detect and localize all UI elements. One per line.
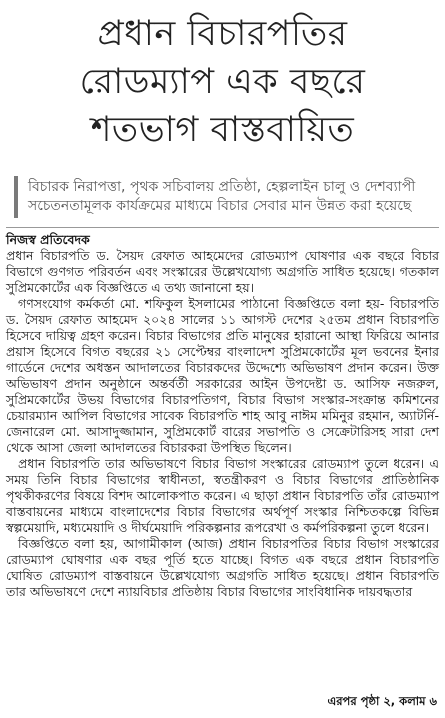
article-body	[6, 248, 439, 600]
continuation-note: এরপর পৃষ্ঠা ২, কলাম ৬	[323, 693, 437, 712]
paragraph-3: প্রধান বিচারপতি তার অভিভাষণে বিচার বিভাগ সংস্কারের রোডম্যাপ তুলে ধরেন। এ সময় তিনি বিচার বিভাগের স্বাধীনতা, স্বতন্ত্রীকরণ ও বিচার বিভাগের প্রাতিষ্ঠানিক পৃথকীকরণের বিষয়ে বিশদ আলোকপাত করেন। এ ছাড়া প্রধান বিচারপতি তাঁর রোডম্যাপ বাস্তবায়নের মাধ্যমে বাংলাদেশের বিচার বিভাগের অর্থপূর্ণ সংস্কার নিশ্চিতকল্পে বিভিন্ন স্বল্পমেয়াদি, মধ্যমেয়াদি ও দীর্ঘমেয়াদি পরিকল্পনার রূপরেখা ও কর্মপরিকল্পনা তুলে ধরেন।	[6, 456, 439, 535]
byline: নিজস্ব প্রতিবেদক	[6, 232, 90, 247]
paragraph-4: বিজ্ঞপ্তিতে বলা হয়, আগামীকাল (আজ) প্রধান বিচারপতির বিচার বিভাগ সংস্কারের রোডম্যাপ ঘোষণার এক বছর পূর্তি হতে যাচ্ছে। বিগত এক বছরে প্রধান বিচারপতি ঘোষিত রোডম্যাপ বাস্তবায়নে উল্লেখযোগ্য অগ্রগতি সাধিত হয়েছে। প্রধান বিচারপতি তার অভিভাষণে দেশে ন্যায়বিচার প্রতিষ্ঠায় বিচার বিভাগের সাংবিধানিক দায়বদ্ধতার	[6, 536, 439, 599]
headline	[6, 0, 439, 154]
headline-line-1: প্রধান বিচারপতির	[97, 14, 348, 54]
paragraph-1: প্রধান বিচারপতি ড. সৈয়দ রেফাত আহমেদের রোডম্যাপ ঘোষণার এক বছরে বিচার বিভাগে গুণগত পরিবর্তন এবং সংস্কারের উল্লেখযোগ্য অগ্রগতি সাধিত হয়েছে। গতকাল সুপ্রিমকোর্টের এক বিজ্ঞপ্তিতে এ তথ্য জানানো হয়।	[6, 248, 439, 295]
divider	[6, 227, 439, 228]
paragraph-2: গণসংযোগ কর্মকর্তা মো. শফিকুল ইসলামের পাঠানো বিজ্ঞপ্তিতে বলা হয়- বিচারপতি ড. সৈয়দ রেফাত আহমেদ ২০২৪ সালের ১১ আগস্ট দেশের ২৫তম প্রধান বিচারপতি হিসেবে দায়িত্ব গ্রহণ করেন। বিচার বিভাগের প্রতি মানুষের হারানো আস্থা ফিরিয়ে আনার প্রয়াস হিসেবে বিগত বছরের ২১ সেপ্টেম্বর বাংলাদেশ সুপ্রিমকোর্টের মূল ভবনের ইনার গার্ডেনে দেশের অধস্তন আদালতের বিচারকদের উদ্দেশ্যে অভিভাষণ প্রদান করেন। উক্ত অভিভাষণ প্রদান অনুষ্ঠানে অন্তর্বর্তী সরকারের আইন উপদেষ্টা ড. আসিফ নজরুল, সুপ্রিমকোর্টের উভয় বিভাগের বিচারপতিগণ, বিচার বিভাগ সংস্কার-সংক্রান্ত কমিশনের চেয়ারম্যান আপিল বিভাগের সাবেক বিচারপতি শাহ আবু নাঈম মমিনুর রহমান, অ্যাটর্নি-জেনারেল মো. আসাদুজ্জামান, সুপ্রিমকোর্ট বারের সভাপতি ও সেক্রেটারিসহ সারা দেশ থেকে আসা জেলা আদালতের বিচারকরা উপস্থিত ছিলেন।	[6, 296, 439, 455]
article-summary: বিচারক নিরাপত্তা, পৃথক সচিবালয় প্রতিষ্ঠা, হেল্পলাইন চালু ও দেশব্যাপী সচেতনতামূলক কার্যক্রমের মাধ্যমে বিচার সেবার মান উন্নত করা হয়েছে	[14, 176, 439, 218]
headline-line-2: রোডম্যাপ এক বছরে	[79, 62, 366, 102]
headline-line-3: শতভাগ বাস্তবায়িত	[90, 110, 355, 150]
